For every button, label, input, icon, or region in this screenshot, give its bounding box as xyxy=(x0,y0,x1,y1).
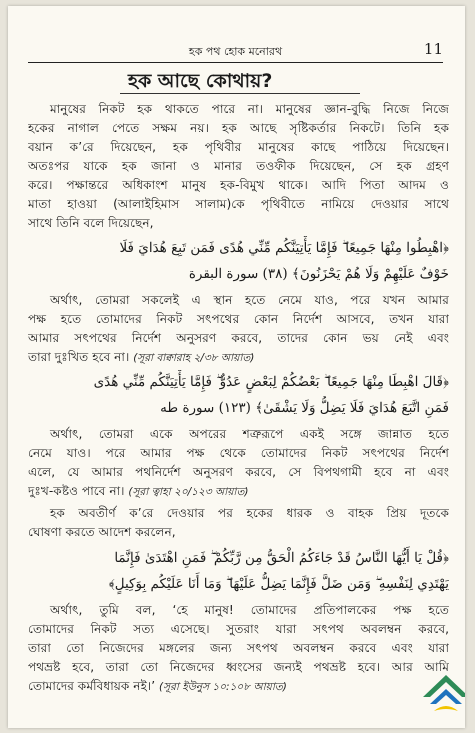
body-line: সাথে তিনি বলে দিয়েছেন, xyxy=(28,216,154,230)
translation-line xyxy=(28,348,449,368)
body-line: করে। পক্ষান্তরে অধিকাংশ মানুষ হক-বিমুখ থাকে। আদি পিতা আদম ও xyxy=(28,178,449,192)
translation-text: তোমাদের কর্মবিধায়ক নই।’ xyxy=(28,679,156,693)
translation-line: তারা তো নিজেদের মঙ্গলের জন্য সৎপথ অবলম্বন করবে এবং যারা xyxy=(28,641,449,655)
translation-line xyxy=(28,677,418,697)
verse-reference: (সূরা ইউনুস ১০:১০৮ আয়াত) xyxy=(159,681,287,693)
body-line: বয়ান ক’রে দিয়েছেন, হক পৃথিবীর মানুষের কাছে পাঠিয়ে দিয়েছেন। xyxy=(28,140,449,154)
translation-text: দুঃখ-কষ্টও পাবে না। xyxy=(28,484,125,498)
body-line: ঘোষণা করতে আদেশ করলেন, xyxy=(28,525,176,539)
translation-line: পক্ষ হতে তোমাদের নিকট সৎপথের কোন নির্দেশ আসবে, তখন যারা xyxy=(28,312,449,326)
quran-verse-line: خَوْفٌ عَلَيْهِمْ وَلَا هُمْ يَحْزَنُونَ﴾ (٣٨) سورة البقرة xyxy=(188,266,449,282)
quran-verse-line: ﴿اهْبِطُوا مِنْهَا جَمِيعًا ۖ فَإِمَّا يَأْتِيَنَّكُم مِّنِّي هُدًى فَمَن تَبِعَ هُدَايَ فَلَا xyxy=(119,240,449,256)
body-line: অতঃপর যাকে হক জানা ও মানার তওফীক দিয়েছেন, সে হক গ্রহণ xyxy=(28,159,449,173)
quran-verse-line: ﴿قُلْ يَا أَيُّهَا النَّاسُ قَدْ جَاءَكُمُ الْحَقُّ مِن رَّبِّكُمْ ۖ فَمَنِ اهْتَدَىٰ فَإِنَّمَا xyxy=(114,550,449,566)
translation-line: তোমাদের নিকট সত্য এসেছে। সুতরাং যারা সৎপথ অবলম্বন করবে, xyxy=(28,622,449,636)
translation-line: অর্থাৎ, তোমরা একে অপরের শত্রুরূপে একই সঙ্গে জান্নাত হতে xyxy=(50,427,449,441)
book-page xyxy=(8,6,465,728)
heading-underline xyxy=(120,93,360,94)
body-line: হকের নাগাল পেতে সক্ষম নয়। হক আছে সৃষ্টিকর্তার নিকটে। তিনি হক xyxy=(28,121,449,135)
translation-line: অর্থাৎ, তুমি বল, ‘হে মানুষ! তোমাদের প্রতিপালকের পক্ষ হতে xyxy=(50,603,449,617)
translation-text: তারা দুঃখিত হবে না। xyxy=(28,350,130,364)
verse-reference: (সূরা বাক্বারাহ ২/৩৮ আয়াত) xyxy=(133,352,255,364)
translation-line: এলে, যে আমার পথনির্দেশ অনুসরণ করবে, সে বিপথগামী হবে না এবং xyxy=(28,465,449,479)
translation-line: আমার সৎপথের নির্দেশ অনুসরণ করবে, তাদের কোন ভয় নেই এবং xyxy=(28,331,449,345)
quran-verse-line: يَهْتَدِي لِنَفْسِهِ ۖ وَمَن ضَلَّ فَإِنَّمَا يَضِلُّ عَلَيْهَا ۖ وَمَا أَنَا عَلَيْكُم بِوَكِيلٍ﴾ xyxy=(108,576,449,592)
running-head xyxy=(28,40,443,63)
translation-line: নেমে যাও। পরে আমার পক্ষ থেকে তোমাদের নিকট সৎপথের নির্দেশ xyxy=(28,446,449,460)
quran-verse-line: فَمَنِ اتَّبَعَ هُدَايَ فَلَا يَضِلُّ وَلَا يَشْقَىٰ﴾ (١٢٣) سورة طه xyxy=(160,400,449,416)
translation-line xyxy=(28,482,449,502)
body-line: হক অবতীর্ণ ক’রে দেওয়ার পর হকের ধারক ও বাহক প্রিয় দূতকে xyxy=(50,506,449,520)
page-number: 11 xyxy=(423,40,443,58)
logo-swoosh-yellow xyxy=(434,706,458,711)
translation-line: অর্থাৎ, তোমরা সকলেই এ স্থান হতে নেমে যাও, পরে যখন আমার xyxy=(50,293,449,307)
section-heading: হক আছে কোথায়? xyxy=(128,70,273,92)
translation-line: পথভ্রষ্ট হবে, তারা তো নিজেদের ধ্বংসের জন্যই পথভ্রষ্ট হবে। আর আমি xyxy=(28,660,449,674)
publisher-logo-icon xyxy=(420,671,465,719)
body-line: মানুষের নিকট হক থাকতে পারে না। মানুষের জ্ঞান-বুদ্ধি নিজে নিজে xyxy=(50,102,449,116)
running-title: হক পথ হোক মনোরথ xyxy=(188,45,283,58)
quran-verse-line: ﴿قَالَ اهْبِطَا مِنْهَا جَمِيعًا ۖ بَعْضُكُمْ لِبَعْضٍ عَدُوٌّ ۖ فَإِمَّا يَأْتِيَنَّكُم مِّنِّي هُدًى xyxy=(93,374,449,390)
verse-reference: (সূরা ত্বাহা ২০/১২৩ আয়াত) xyxy=(128,486,249,498)
body-line: মাতা হাওয়া (আলাইহিমাস সালাম)কে পৃথিবীতে নামিয়ে দেওয়ার সাথে xyxy=(28,197,449,211)
